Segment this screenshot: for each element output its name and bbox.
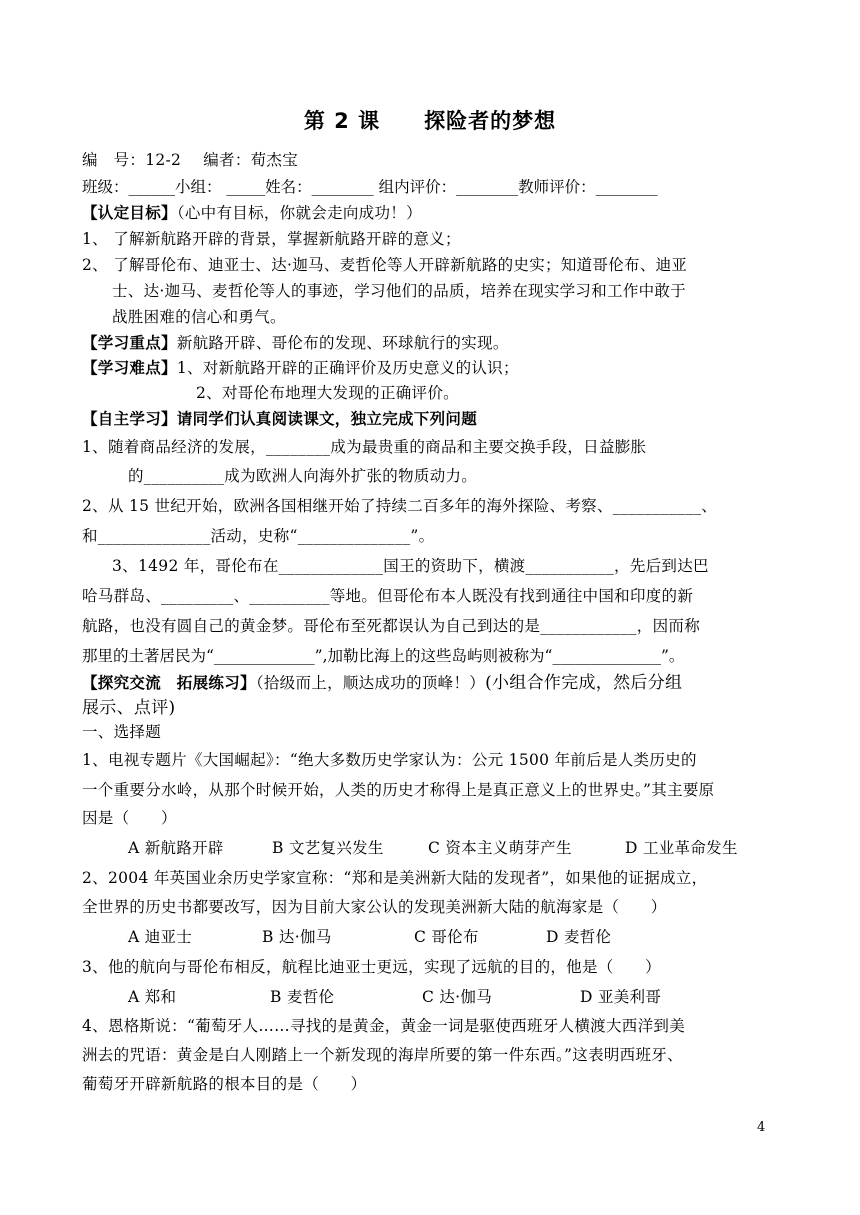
question-1-line-2: 一个重要分水岭，从那个时候开始，人类的历史才称得上是真正意义上的世界史。”其主要原 bbox=[82, 781, 715, 799]
goal-item-2-line-3: 战胜困难的信心和勇气。 bbox=[112, 308, 286, 326]
self-study-q2-line-1: 2、从 15 世纪开始，欧洲各国相继开始了持续二百多年的海外探险、考察、___________、 bbox=[82, 497, 718, 515]
serial-number: 编 号：12-2 bbox=[82, 151, 182, 169]
difficulty-line bbox=[82, 358, 519, 378]
question-1-option-c: C 资本主义萌芽产生 bbox=[428, 839, 572, 857]
difficulty-item-1: 1、对新航路开辟的正确评价及历史意义的认识； bbox=[176, 359, 519, 377]
difficulty-item-2: 2、对哥伦布地理大发现的正确评价。 bbox=[196, 384, 459, 402]
lesson-title: 第 2 课 探险者的梦想 bbox=[303, 109, 557, 133]
self-study-q2-line-2: 和______________活动，史称“______________”。 bbox=[82, 527, 435, 545]
question-3-option-c: C 达·伽马 bbox=[422, 988, 493, 1006]
question-1-option-b: B 文艺复兴发生 bbox=[272, 839, 384, 857]
focus-text: 新航路开辟、哥伦布的发现、环球航行的实现。 bbox=[176, 334, 509, 352]
question-2-option-a: A 迪亚士 bbox=[128, 928, 193, 946]
question-4-line-2: 洲去的咒语：黄金是白人刚踏上一个新发现的海岸所要的第一件东西。”这表明西班牙、 bbox=[82, 1046, 683, 1064]
question-3-option-a: A 郑和 bbox=[128, 988, 177, 1006]
question-1-line-1: 1、电视专题片《大国崛起》：“绝大多数历史学家认为：公元 1500 年前后是人类历史的 bbox=[82, 751, 697, 769]
class-info-line: 班级：______小组： _____姓名：________ 组内评价：________教师评价：________ bbox=[82, 178, 658, 196]
goal-item-1: 1、 了解新航路开辟的背景，掌握新航路开辟的意义； bbox=[82, 230, 461, 248]
focus-line bbox=[82, 333, 509, 353]
meta-line bbox=[82, 150, 298, 170]
question-3-option-d: D 亚美利哥 bbox=[580, 988, 662, 1006]
question-2-option-d: D 麦哲伦 bbox=[546, 928, 612, 946]
explore-note-c: 展示、点评) bbox=[82, 698, 176, 718]
goal-item-2-line-1: 2、 了解哥伦布、迪亚士、达·迦马、麦哲伦等人开辟新航路的史实；知道哥伦布、迪亚 bbox=[82, 256, 688, 274]
question-1-option-d: D 工业革命发生 bbox=[625, 839, 738, 857]
question-2-option-c: C 哥伦布 bbox=[414, 928, 479, 946]
question-4-line-3: 葡萄牙开辟新航路的根本目的是（ ） bbox=[82, 1075, 367, 1093]
self-study-q3-line-1: 3、1492 年，哥伦布在_____________国王的资助下，横渡___________，先后到达巴 bbox=[112, 557, 709, 575]
editor: 编者：荀杰宝 bbox=[203, 151, 299, 169]
question-3-line-1: 3、他的航向与哥伦布相反，航程比迪亚士更远，实现了远航的目的，他是（ ） bbox=[82, 958, 661, 976]
goal-item-2-line-2: 士、达·迦马、麦哲伦等人的事迹，学习他们的品质，培养在现实学习和工作中敢于 bbox=[112, 282, 687, 300]
goals-label: 【认定目标】 bbox=[82, 204, 177, 222]
question-1-option-a: A 新航路开辟 bbox=[128, 839, 224, 857]
self-study-q1-line-1: 1、随着商品经济的发展，________成为最贵重的商品和主要交换手段，日益膨胀 bbox=[82, 438, 647, 456]
self-study-q3-line-3: 航路，也没有圆自己的黄金梦。哥伦布至死都误认为自己到达的是____________，因而称 bbox=[82, 617, 701, 635]
self-study-q3-line-4: 那里的土著居民为“_____________”,加勒比海上的这些岛屿则被称为“______________”。 bbox=[82, 647, 685, 665]
question-1-line-3: 因是（ ） bbox=[82, 809, 177, 827]
self-study-heading: 【自主学习】请同学们认真阅读课文，独立完成下列问题 bbox=[82, 410, 478, 428]
explore-heading bbox=[82, 673, 682, 693]
question-3-option-b: B 麦哲伦 bbox=[270, 988, 335, 1006]
explore-label: 【探究交流 拓展练习】 bbox=[82, 674, 256, 692]
self-study-q1-line-2: 的__________成为欧洲人向海外扩张的物质动力。 bbox=[128, 467, 478, 485]
question-2-option-b: B 达·伽马 bbox=[262, 928, 332, 946]
difficulty-label: 【学习难点】 bbox=[82, 359, 177, 377]
focus-label: 【学习重点】 bbox=[82, 334, 177, 352]
section-heading: 一、选择题 bbox=[82, 723, 162, 741]
explore-note-b: (小组合作完成，然后分组 bbox=[485, 673, 683, 693]
self-study-q3-line-2: 哈马群岛、_________、__________等地。但哥伦布本人既没有找到通往中国和印度的新 bbox=[82, 587, 694, 605]
goals-heading bbox=[82, 203, 422, 223]
page-number: 4 bbox=[757, 1120, 766, 1135]
explore-note-a: （拾级而上，顺达成功的顶峰！） bbox=[255, 674, 486, 692]
goals-note: （心中有目标，你就会走向成功！） bbox=[176, 204, 422, 222]
question-2-line-1: 2、2004 年英国业余历史学家宣称：“郑和是美洲新大陆的发现者”，如果他的证据成立， bbox=[82, 869, 708, 887]
question-4-line-1: 4、恩格斯说：“葡萄牙人……寻找的是黄金，黄金一词是驱使西班牙人横渡大西洋到美 bbox=[82, 1017, 685, 1035]
question-2-line-2: 全世界的历史书都要改写，因为目前大家公认的发现美洲新大陆的航海家是（ ） bbox=[82, 898, 667, 916]
